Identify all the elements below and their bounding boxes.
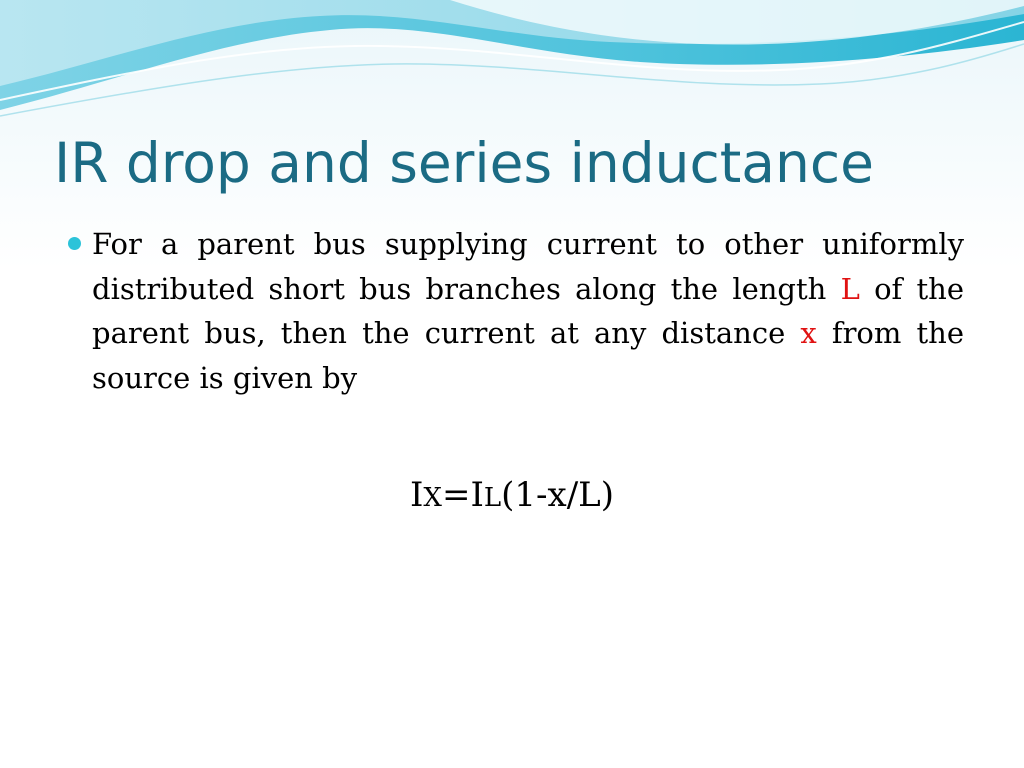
formula-equals: = — [441, 475, 471, 515]
current-formula — [0, 470, 1024, 523]
formula-lhs-subscript: X — [423, 483, 442, 513]
bullet-dot-icon — [68, 237, 81, 250]
formula-rhs-symbol: I — [470, 475, 484, 515]
slide-title: IR drop and series inductance — [54, 131, 874, 195]
variable-distance-x: x — [800, 316, 817, 350]
variable-length-L: L — [840, 271, 860, 306]
bullet-list — [64, 222, 964, 400]
bullet-text-part-1: For a parent bus supplying current to other uniformly distributed short bus branches along the length — [92, 227, 964, 306]
wave-header-decoration — [0, 0, 1024, 130]
formula-lhs-symbol: I — [409, 475, 424, 515]
formula-expression: (1-x/L) — [501, 475, 614, 515]
bullet-text-part-2: of the parent bus, then the current at any distance — [92, 271, 965, 350]
formula-rhs-subscript: L — [483, 483, 502, 513]
bullet-item — [64, 222, 964, 400]
bullet-text-part-3: from the source is given by — [92, 316, 965, 395]
